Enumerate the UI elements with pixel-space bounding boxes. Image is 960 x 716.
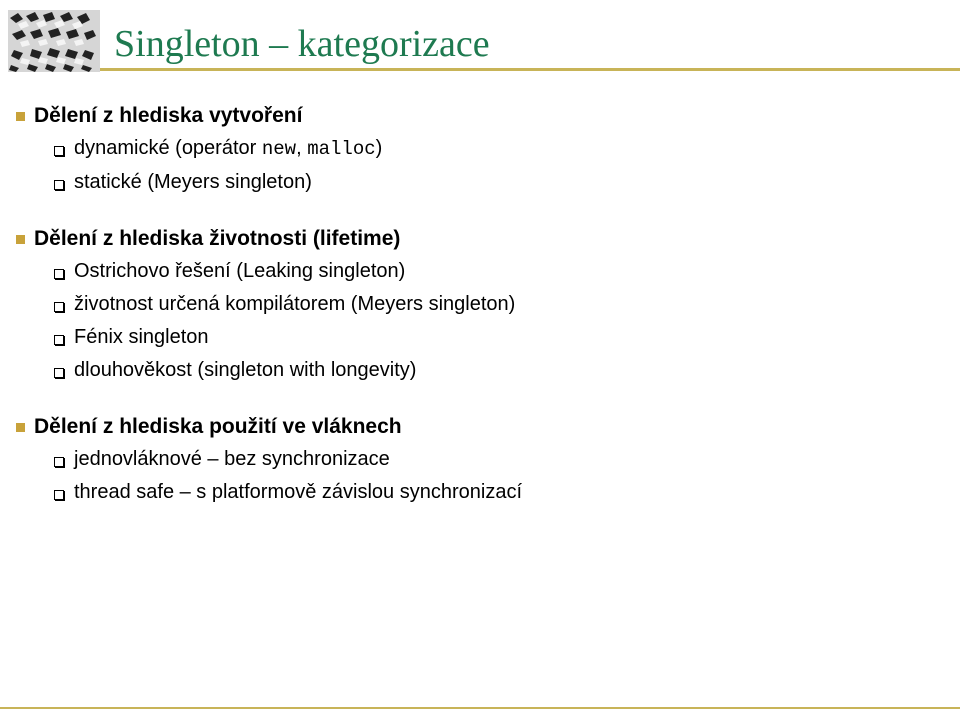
- square-bullet-icon: [16, 112, 25, 121]
- item-text-part: dynamické (operátor: [74, 137, 262, 159]
- item-text: jednovláknové – bez synchronizace: [74, 448, 390, 470]
- list-item: [54, 443, 946, 476]
- slide-title: Singleton – kategorizace: [114, 23, 490, 65]
- square-bullet-icon: [16, 423, 25, 432]
- list-item: [54, 476, 946, 509]
- list-item: [54, 132, 946, 166]
- escher-logo: [8, 10, 100, 72]
- checkbox-bullet-icon: [54, 457, 64, 467]
- section-heading: [16, 100, 946, 132]
- item-text: statické (Meyers singleton): [74, 171, 312, 193]
- heading-text: Dělení z hlediska použití ve vláknech: [34, 415, 402, 438]
- section-lifetime: [16, 223, 946, 387]
- checkbox-bullet-icon: [54, 490, 64, 500]
- checkbox-bullet-icon: [54, 368, 64, 378]
- checkbox-bullet-icon: [54, 302, 64, 312]
- list-item: [54, 288, 946, 321]
- item-text: thread safe – s platformově závislou synchronizací: [74, 481, 522, 503]
- item-text: životnost určená kompilátorem (Meyers singleton): [74, 293, 516, 315]
- item-text: Fénix singleton: [74, 326, 209, 348]
- checkbox-bullet-icon: [54, 269, 64, 279]
- footer-rule: [0, 707, 960, 709]
- item-text: dlouhověkost (singleton with longevity): [74, 359, 417, 381]
- square-bullet-icon: [16, 235, 25, 244]
- section-heading: [16, 223, 946, 255]
- item-text-separator: ,: [296, 137, 308, 159]
- item-text-closing: ): [375, 137, 383, 159]
- code-new: new: [261, 138, 297, 160]
- checkbox-bullet-icon: [54, 335, 64, 345]
- checkbox-bullet-icon: [54, 146, 64, 156]
- list-item: [54, 166, 946, 199]
- heading-text: Dělení z hlediska životnosti (lifetime): [34, 227, 401, 250]
- item-text: Ostrichovo řešení (Leaking singleton): [74, 260, 406, 282]
- list-item: [54, 321, 946, 354]
- code-malloc: malloc: [307, 138, 376, 160]
- checkbox-bullet-icon: [54, 180, 64, 190]
- list-item: [54, 255, 946, 288]
- section-creation: [16, 100, 946, 199]
- list-item: [54, 354, 946, 387]
- title-underline: [100, 68, 960, 71]
- section-threading: [16, 411, 946, 509]
- heading-text: Dělení z hlediska vytvoření: [34, 104, 303, 127]
- slide-content: [16, 100, 946, 509]
- item-text: [74, 132, 382, 166]
- section-heading: [16, 411, 946, 443]
